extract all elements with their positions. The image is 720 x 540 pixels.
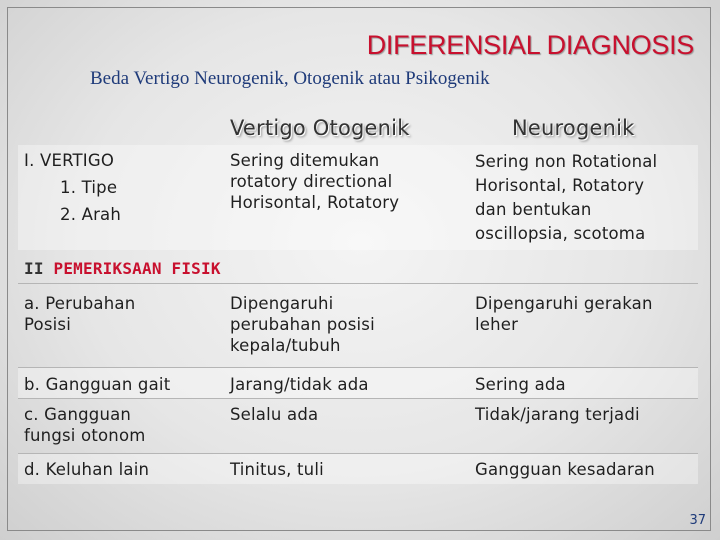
row-c-label [24,404,146,446]
text-line: Horisontal, Rotatory [230,193,400,212]
text-line: Dipengaruhi gerakan [475,294,653,313]
header-neurogenik: Neurogenik [512,116,635,140]
section-numeral: II [24,259,44,278]
text-line: a. Perubahan [24,294,136,313]
vertigo-neurogenik [475,150,657,246]
text-line: kepala/tubuh [230,336,341,355]
row-c-neurogenik: Tidak/jarang terjadi [475,405,640,424]
vertigo-heading: I. VERTIGO [24,151,115,170]
vertigo-otogenik [230,150,399,213]
text-line: leher [475,315,519,334]
divider [18,283,698,284]
page-number: 37 [689,513,706,528]
row-a-neurogenik [475,293,653,335]
text-line: perubahan posisi [230,315,375,334]
slide-subtitle: Beda Vertigo Neurogenik, Otogenik atau Psikogenik [90,68,490,89]
row-c-otogenik: Selalu ada [230,405,319,424]
text-line: Sering non Rotational [475,152,658,171]
slide-title: DIFERENSIAL DIAGNOSIS [366,30,694,60]
header-otogenik: Vertigo Otogenik [230,116,410,140]
row-b-neurogenik: Sering ada [475,375,566,394]
vertigo-label [24,150,121,225]
row-d-label: d. Keluhan lain [24,460,150,479]
row-a-otogenik [230,293,375,356]
text-line: Horisontal, Rotatory [475,176,645,195]
text-line: dan bentukan [475,200,592,219]
text-line: Posisi [24,315,72,334]
text-line: oscillopsia, scotoma [475,224,646,243]
row-d-neurogenik: Gangguan kesadaran [475,460,655,479]
section-heading [24,258,221,279]
text-line: fungsi otonom [24,426,146,445]
section-label: PEMERIKSAAN FISIK [53,259,221,278]
text-line: Sering ditemukan [230,151,380,170]
text-line: rotatory directional [230,172,393,191]
row-a-label [24,293,135,335]
row-b-otogenik: Jarang/tidak ada [230,375,369,394]
divider [18,398,698,399]
vertigo-tipe: 1. Tipe [60,178,118,197]
text-line: c. Gangguan [24,405,132,424]
vertigo-arah: 2. Arah [60,205,122,224]
text-line: Dipengaruhi [230,294,334,313]
row-d-otogenik: Tinitus, tuli [230,460,324,479]
row-b-label: b. Gangguan gait [24,375,171,394]
